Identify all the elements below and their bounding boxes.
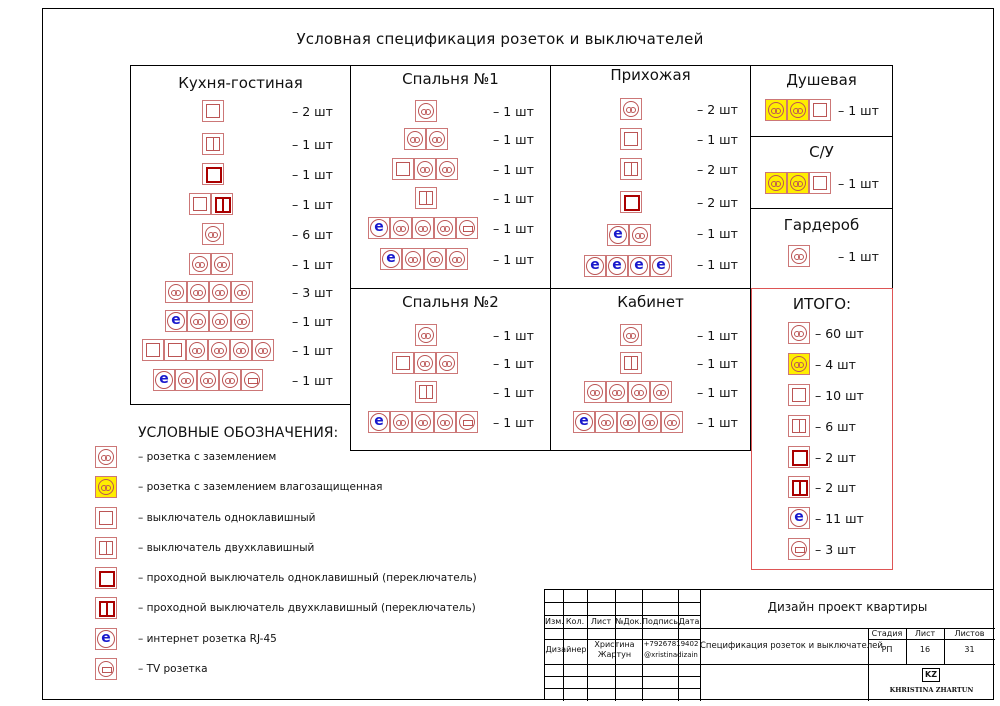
stamp-stage: РП	[881, 645, 893, 654]
bed1-count-2: – 1 шт	[493, 132, 534, 147]
stamp-sheets: 31	[964, 645, 975, 654]
total-count-2: – 4 шт	[815, 357, 856, 372]
legend-icon-sw2	[95, 537, 117, 563]
legend-icon-wet	[95, 476, 117, 502]
legend-icon-psw2	[95, 597, 117, 623]
total-row-4	[788, 415, 810, 437]
legend-text-7: – интернет розетка RJ-45	[138, 633, 277, 645]
socket-icon	[202, 223, 224, 245]
hall-row-6	[584, 255, 672, 277]
shower-count-1: – 1 шт	[838, 103, 879, 118]
bed2-count-3: – 1 шт	[493, 385, 534, 400]
wardrobe-row-1	[788, 245, 810, 267]
hall-count-6: – 1 шт	[697, 257, 738, 272]
socket-icon	[208, 339, 230, 361]
bed2-row-1	[415, 324, 437, 346]
switch-1key-icon	[392, 352, 414, 374]
switch-1key-icon	[809, 172, 831, 194]
bed1-count-4: – 1 шт	[493, 191, 534, 206]
hall-count-5: – 1 шт	[697, 226, 738, 241]
rj45-icon: e	[368, 217, 390, 239]
kitchen-count-10: – 1 шт	[292, 373, 333, 388]
socket-icon	[584, 381, 606, 403]
bed2-row-4	[368, 411, 478, 433]
hall-row-3	[620, 158, 642, 180]
bed2-count-4: – 1 шт	[493, 415, 534, 430]
total-count-4: – 6 шт	[815, 419, 856, 434]
legend-text-8: – TV розетка	[138, 663, 208, 675]
pass-switch-1key-icon	[202, 163, 224, 185]
hall-row-4	[620, 191, 642, 213]
tv-socket-icon	[456, 217, 478, 239]
stamp-h-sign: Подпись	[642, 617, 678, 626]
rj45-icon: e	[788, 507, 810, 529]
socket-icon	[606, 381, 628, 403]
page-title: Условная спецификация розеток и выключателей	[296, 30, 704, 48]
socket-icon	[424, 248, 446, 270]
kitchen-row-4	[189, 193, 233, 215]
tv-socket-icon	[456, 411, 478, 433]
socket-icon	[620, 98, 642, 120]
room-title-bed1: Спальня №1	[402, 70, 499, 88]
switch-1key-icon	[202, 100, 224, 122]
bed1-row-5	[368, 217, 478, 239]
cabinet-row-3	[584, 381, 672, 403]
socket-icon	[412, 217, 434, 239]
switch-1key-icon	[788, 384, 810, 406]
socket-icon	[252, 339, 274, 361]
total-count-3: – 10 шт	[815, 388, 864, 403]
room-title-shower: Душевая	[786, 71, 857, 89]
cabinet-count-1: – 1 шт	[697, 328, 738, 343]
bed1-row-6	[380, 248, 468, 270]
legend-text-3: – выключатель одноклавишный	[138, 512, 316, 524]
bed2-count-2: – 1 шт	[493, 356, 534, 371]
kitchen-row-10	[153, 369, 263, 391]
legend-title: УСЛОВНЫЕ ОБОЗНАЧЕНИЯ:	[138, 425, 339, 441]
legend-text-4: – выключатель двухклавишный	[138, 542, 315, 554]
legend-text-6: – проходной выключатель двухклавишный (переключатель)	[138, 602, 476, 614]
switch-2key-icon	[788, 415, 810, 437]
stamp-sheets-label: Листов	[954, 629, 985, 638]
bed2-row-2	[392, 352, 458, 374]
pass-switch-1key-icon	[620, 191, 642, 213]
kitchen-row-2	[202, 133, 224, 155]
bed1-count-1: – 1 шт	[493, 104, 534, 119]
stamp-h-doc: №Док.	[615, 617, 642, 626]
pass-switch-1key-icon	[95, 567, 117, 589]
stamp-sheet: 16	[919, 645, 931, 654]
cabinet-row-1	[620, 324, 642, 346]
tv-socket-icon	[241, 369, 263, 391]
kitchen-count-1: – 2 шт	[292, 104, 333, 119]
socket-icon	[617, 411, 639, 433]
total-row-8	[788, 538, 810, 560]
total-row-6	[788, 476, 810, 498]
total-row-5	[788, 446, 810, 468]
bed1-count-3: – 1 шт	[493, 162, 534, 177]
bed1-row-2	[404, 128, 448, 150]
socket-icon	[402, 248, 424, 270]
socket-icon	[629, 224, 651, 246]
rj45-icon: e	[573, 411, 595, 433]
switch-2key-icon	[620, 158, 642, 180]
socket-icon	[436, 352, 458, 374]
total-count-1: – 60 шт	[815, 326, 864, 341]
socket-icon	[639, 411, 661, 433]
rj45-icon: e	[165, 310, 187, 332]
kitchen-count-5: – 6 шт	[292, 227, 333, 242]
wet-socket-icon	[787, 172, 809, 194]
hall-row-2	[620, 128, 642, 150]
socket-icon	[209, 310, 231, 332]
socket-icon	[620, 324, 642, 346]
socket-icon	[390, 411, 412, 433]
room-title-kitchen: Кухня-гостиная	[178, 74, 303, 92]
socket-icon	[231, 310, 253, 332]
kitchen-count-3: – 1 шт	[292, 167, 333, 182]
kitchen-count-7: – 3 шт	[292, 285, 333, 300]
room-title-wardrobe: Гардероб	[783, 216, 860, 234]
kitchen-count-2: – 1 шт	[292, 137, 333, 152]
pass-switch-2key-icon	[211, 193, 233, 215]
stamp-h-izm: Изм.	[545, 617, 564, 626]
legend-icon-psw1	[95, 567, 117, 593]
hall-row-1	[620, 98, 642, 120]
title-block	[544, 589, 994, 700]
kitchen-count-6: – 1 шт	[292, 257, 333, 272]
socket-icon	[187, 310, 209, 332]
socket-icon	[414, 352, 436, 374]
bed1-count-5: – 1 шт	[493, 221, 534, 236]
wet-socket-icon	[95, 476, 117, 498]
kitchen-row-3	[202, 163, 224, 185]
socket-icon	[175, 369, 197, 391]
wet-socket-icon	[788, 353, 810, 375]
stamp-h-list: Лист	[590, 617, 612, 626]
rj45-icon: e	[153, 369, 175, 391]
room-title-total: ИТОГО:	[792, 295, 852, 313]
kitchen-count-9: – 1 шт	[292, 343, 333, 358]
legend-text-5: – проходной выключатель одноклавишный (переключатель)	[138, 572, 477, 584]
total-count-8: – 3 шт	[815, 542, 856, 557]
hall-count-2: – 1 шт	[697, 132, 738, 147]
hall-row-5	[607, 224, 651, 246]
cabinet-row-4	[573, 411, 683, 433]
legend-icon-socket	[95, 446, 117, 472]
switch-2key-icon	[202, 133, 224, 155]
hall-count-3: – 2 шт	[697, 162, 738, 177]
hall-count-1: – 2 шт	[697, 102, 738, 117]
switch-1key-icon	[142, 339, 164, 361]
legend-icon-rj45	[95, 628, 117, 654]
socket-icon	[197, 369, 219, 391]
bed2-count-1: – 1 шт	[493, 328, 534, 343]
kitchen-count-4: – 1 шт	[292, 197, 333, 212]
legend-icon-sw1	[95, 507, 117, 533]
cabinet-count-4: – 1 шт	[697, 415, 738, 430]
tv-socket-icon	[788, 538, 810, 560]
wet-socket-icon	[787, 99, 809, 121]
stamp-project: Дизайн проект квартиры	[767, 600, 928, 614]
kitchen-row-9	[142, 339, 274, 361]
bed1-row-4	[415, 187, 437, 209]
room-title-cabinet: Кабинет	[617, 293, 684, 311]
wc-count-1: – 1 шт	[838, 176, 879, 191]
socket-icon	[390, 217, 412, 239]
shower-row-1	[765, 99, 831, 121]
rj45-icon: e	[650, 255, 672, 277]
socket-icon	[415, 324, 437, 346]
socket-icon	[436, 158, 458, 180]
rj45-icon: e	[606, 255, 628, 277]
cabinet-count-3: – 1 шт	[697, 385, 738, 400]
socket-icon	[434, 217, 456, 239]
socket-icon	[426, 128, 448, 150]
rj45-icon: e	[628, 255, 650, 277]
total-count-7: – 11 шт	[815, 511, 864, 526]
switch-1key-icon	[392, 158, 414, 180]
stamp-sheet-title: Спецификация розеток и выключателей	[700, 641, 883, 651]
switch-2key-icon	[415, 381, 437, 403]
kitchen-count-8: – 1 шт	[292, 314, 333, 329]
wet-socket-icon	[765, 172, 787, 194]
legend-text-2: – розетка с заземлением влагозащищенная	[138, 481, 383, 493]
bed1-count-6: – 1 шт	[493, 252, 534, 267]
wc-row-1	[765, 172, 831, 194]
brand-name: KHRISTINA ZHARTUN	[889, 686, 974, 694]
kitchen-row-7	[165, 281, 253, 303]
hall-count-4: – 2 шт	[697, 195, 738, 210]
rj45-icon: e	[95, 628, 117, 650]
rj45-icon: e	[368, 411, 390, 433]
switch-2key-icon	[415, 187, 437, 209]
cabinet-count-2: – 1 шт	[697, 356, 738, 371]
switch-1key-icon	[809, 99, 831, 121]
switch-1key-icon	[620, 128, 642, 150]
socket-icon	[434, 411, 456, 433]
kitchen-row-5	[202, 223, 224, 245]
total-row-1	[788, 322, 810, 344]
wardrobe-count-1: – 1 шт	[838, 249, 879, 264]
socket-icon	[595, 411, 617, 433]
kitchen-row-1	[202, 100, 224, 122]
total-row-7	[788, 507, 810, 529]
socket-icon	[187, 281, 209, 303]
socket-icon	[788, 245, 810, 267]
kitchen-row-8	[165, 310, 253, 332]
pass-switch-2key-icon	[95, 597, 117, 619]
bed1-row-1	[415, 100, 437, 122]
legend-text-1: – розетка с заземлением	[138, 451, 277, 463]
socket-icon	[412, 411, 434, 433]
total-row-3	[788, 384, 810, 406]
socket-icon	[231, 281, 253, 303]
total-row-2	[788, 353, 810, 375]
switch-1key-icon	[95, 507, 117, 529]
socket-icon	[211, 253, 233, 275]
bed1-row-3	[392, 158, 458, 180]
rj45-icon: e	[380, 248, 402, 270]
room-title-wc: С/У	[809, 143, 834, 161]
cabinet-row-2	[620, 352, 642, 374]
stamp-h-date: Дата	[678, 617, 700, 626]
total-count-6: – 2 шт	[815, 480, 856, 495]
socket-icon	[209, 281, 231, 303]
stamp-handle: @xristinadizain	[644, 651, 698, 659]
bed2-row-3	[415, 381, 437, 403]
socket-icon	[415, 100, 437, 122]
pass-switch-2key-icon	[788, 476, 810, 498]
brand-logo: KZ	[922, 668, 940, 682]
switch-2key-icon	[95, 537, 117, 559]
socket-icon	[219, 369, 241, 391]
wet-socket-icon	[765, 99, 787, 121]
room-title-bed2: Спальня №2	[402, 293, 499, 311]
total-count-5: – 2 шт	[815, 450, 856, 465]
rj45-icon: e	[607, 224, 629, 246]
legend-icon-tv	[95, 658, 117, 684]
rj45-icon: e	[584, 255, 606, 277]
tv-socket-icon	[95, 658, 117, 680]
socket-icon	[404, 128, 426, 150]
switch-1key-icon	[164, 339, 186, 361]
stamp-phone: +79267819402	[643, 640, 699, 648]
socket-icon	[189, 253, 211, 275]
room-title-hall: Прихожая	[610, 66, 691, 84]
switch-2key-icon	[620, 352, 642, 374]
socket-icon	[414, 158, 436, 180]
socket-icon	[165, 281, 187, 303]
socket-icon	[661, 411, 683, 433]
pass-switch-1key-icon	[788, 446, 810, 468]
stamp-stage-label: Стадия	[871, 629, 903, 638]
stamp-name: Христина Жартун	[594, 640, 635, 659]
socket-icon	[788, 322, 810, 344]
kitchen-row-6	[189, 253, 233, 275]
stamp-sheet-label: Лист	[914, 629, 936, 638]
socket-icon	[446, 248, 468, 270]
switch-1key-icon	[189, 193, 211, 215]
socket-icon	[230, 339, 252, 361]
socket-icon	[186, 339, 208, 361]
stamp-role: Дизайнер	[545, 645, 587, 654]
stamp-h-kol: Кол.	[565, 617, 585, 626]
socket-icon	[95, 446, 117, 468]
socket-icon	[628, 381, 650, 403]
socket-icon	[650, 381, 672, 403]
